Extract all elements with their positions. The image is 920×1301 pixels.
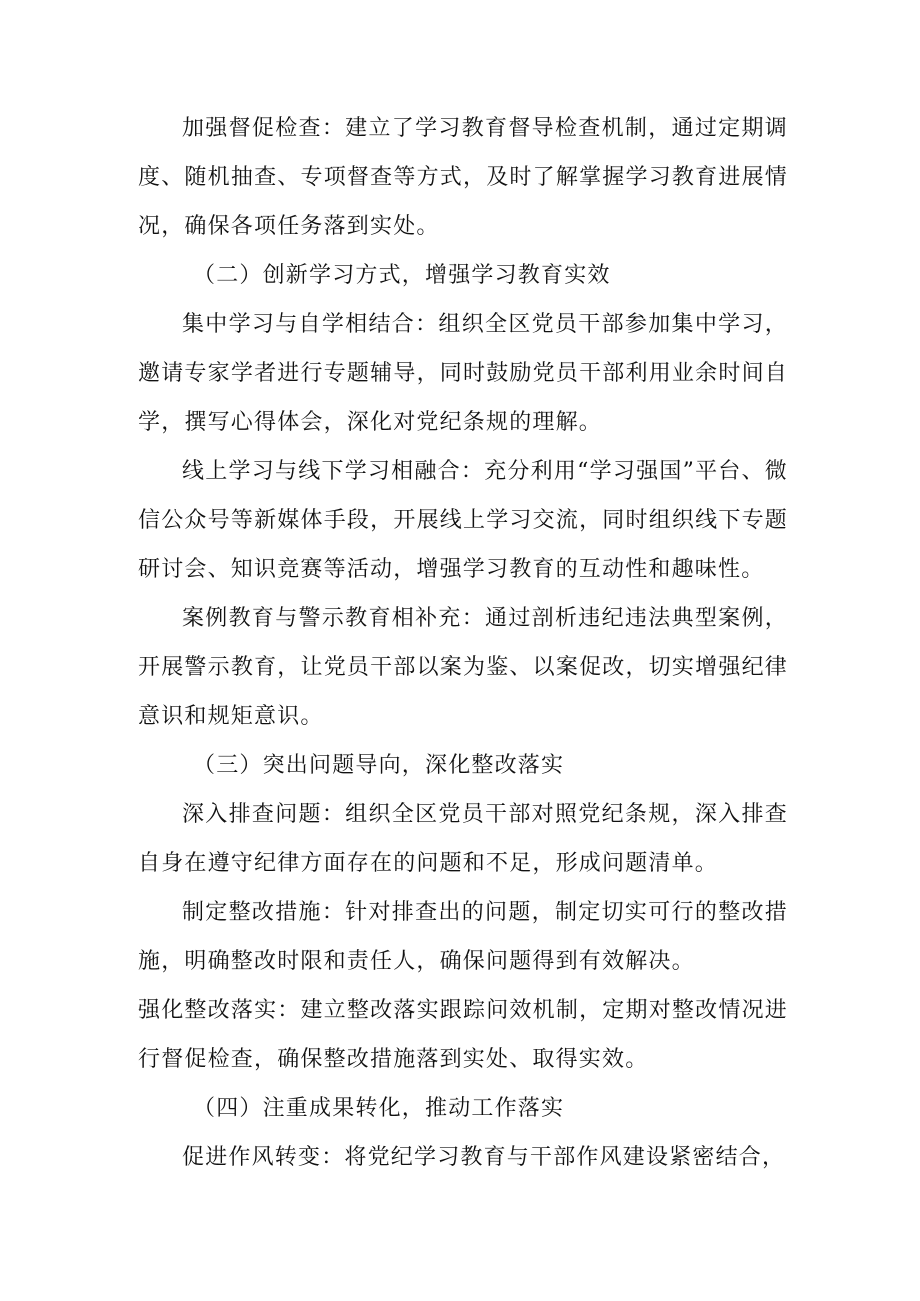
paragraph-centralized-study: 集中学习与自学相结合：组织全区党员干部参加集中学习，邀请专家学者进行专题辅导，同时鼓励党员干部利用业余时间自学，撰写心得体会，深化对党纪条规的理解。 (138, 312, 788, 435)
paragraph-rectification-implementation: 强化整改落实：建立整改落实跟踪问效机制，定期对整改情况进行督促检查，确保整改措施落到实处、取得实效。 (138, 998, 788, 1072)
section-heading-2: （二）创新学习方式，增强学习教育实效 (193, 263, 611, 288)
paragraph-investigate-problems: 深入排查问题：组织全区党员干部对照党纪条规，深入排查自身在遵守纪律方面存在的问题和不足，形成问题清单。 (138, 802, 788, 876)
paragraph-supervision: 加强督促检查：建立了学习教育督导检查机制，通过定期调度、随机抽查、专项督查等方式，及时了解掌握学习教育进展情况，确保各项任务落到实处。 (138, 116, 788, 239)
paragraph-online-offline: 线上学习与线下学习相融合：充分利用“学习强国”平台、微信公众号等新媒体手段，开展线上学习交流，同时组织线下专题研讨会、知识竞赛等活动，增强学习教育的互动性和趣味性。 (138, 459, 788, 582)
paragraph-style-transformation: 促进作风转变：将党纪学习教育与干部作风建设紧密结合， (182, 1145, 786, 1170)
section-heading-4: （四）注重成果转化，推动工作落实 (193, 1096, 565, 1121)
paragraph-rectification-measures: 制定整改措施：针对排查出的问题，制定切实可行的整改措施，明确整改时限和责任人，确保问题得到有效解决。 (138, 900, 788, 974)
paragraph-case-education: 案例教育与警示教育相补充：通过剖析违纪违法典型案例，开展警示教育，让党员干部以案为鉴、以案促改，切实增强纪律意识和规矩意识。 (138, 606, 788, 729)
section-heading-3: （三）突出问题导向，深化整改落实 (193, 753, 565, 778)
